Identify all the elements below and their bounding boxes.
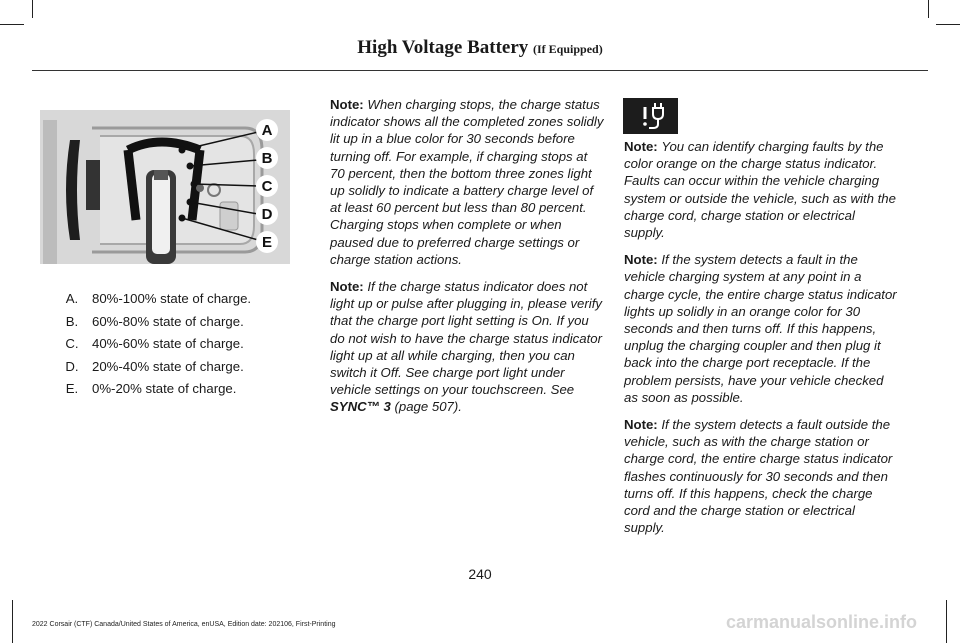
note-paragraph bbox=[330, 96, 604, 268]
note-label: Note: bbox=[624, 139, 658, 154]
page-title-subtitle: (If Equipped) bbox=[533, 42, 603, 56]
note-text: If the charge status indicator does not light up or pulse after plugging in, please verify that the charge port light setting is On. If you do not wish to have the charge status indicator light up at all while charging, then you can switch it Off. See charge port light under vehicle settings on your touchscreen. See bbox=[330, 279, 602, 398]
legend-item bbox=[52, 336, 282, 359]
legend-letter: A. bbox=[65, 291, 79, 306]
callout-e: E bbox=[261, 234, 273, 251]
callout-d: D bbox=[261, 206, 273, 223]
charge-port-illustration bbox=[40, 110, 290, 264]
edition-footer: 2022 Corsair (CTF) Canada/United States of America, enUSA, Edition date: 202106, First-Printing bbox=[32, 621, 336, 628]
sync-reference-link[interactable]: SYNC™ 3 bbox=[330, 399, 391, 415]
note-label: Note: bbox=[624, 252, 658, 268]
crop-mark bbox=[12, 600, 13, 643]
page-reference: (page 507). bbox=[394, 399, 462, 415]
legend-text: 20%-40% state of charge. bbox=[92, 358, 244, 374]
note-text: If the system detects a fault in the vehicle charging system at any point in a charge cycle, the entire charge status indicator lights up solidly in an orange color for 30 seconds and then turns off. If this happens, unplug the charging coupler and then plug it back into the charge port receptacle. If the problem persists, have your vehicle checked as soon as possible. bbox=[624, 252, 897, 405]
legend-text: 0%-20% state of charge. bbox=[92, 381, 237, 397]
crop-mark bbox=[32, 0, 33, 18]
legend-letter: D. bbox=[65, 358, 79, 374]
legend-item bbox=[52, 291, 282, 314]
legend-letter: C. bbox=[65, 336, 79, 352]
note-paragraph bbox=[624, 251, 898, 406]
note-paragraph bbox=[624, 416, 898, 536]
note-label: Note: bbox=[330, 279, 364, 295]
callout-a: A bbox=[261, 122, 273, 139]
note-label: Note: bbox=[624, 417, 658, 433]
middle-column bbox=[330, 96, 604, 426]
crop-mark bbox=[0, 24, 24, 25]
watermark: carmanualsonline.info bbox=[726, 612, 918, 632]
note-text: If the system detects a fault outside the vehicle, such as with the charge station or charge cord, the entire charge status indicator flashes continuously for 30 seconds and then turns off. If this happens, check the charge cord and the charge station or electrical supply. bbox=[624, 417, 893, 536]
note-label: Note: bbox=[330, 97, 364, 112]
callout-legend bbox=[52, 291, 282, 404]
note-paragraph bbox=[330, 278, 604, 416]
callout-c: C bbox=[261, 178, 273, 195]
page-number: 240 bbox=[468, 566, 492, 582]
page-title-main: High Voltage Battery bbox=[357, 37, 529, 58]
crop-mark bbox=[928, 0, 929, 18]
crop-mark bbox=[936, 24, 960, 25]
crop-mark bbox=[946, 600, 947, 643]
legend-item bbox=[52, 314, 282, 337]
legend-text: 60%-80% state of charge. bbox=[92, 313, 244, 329]
legend-text: 40%-60% state of charge. bbox=[92, 336, 244, 352]
note-text: You can identify charging faults by the color orange on the charge status indicator. Faults can occur within the vehicle charging system or outside the vehicle, such as with the charge cord, charge station or electrical supply. bbox=[624, 139, 896, 241]
page-title bbox=[0, 37, 960, 59]
callout-b: B bbox=[261, 150, 273, 167]
legend-item bbox=[52, 381, 282, 404]
charge-port-drawing bbox=[40, 110, 290, 264]
charging-fault-icon bbox=[623, 98, 678, 134]
note-text: When charging stops, the charge status indicator shows all the completed zones solidly lit up in a blue color for 30 seconds before turning off. For example, if charging stops at 70 percent, then the bottom three zones light up solidly to indicate a battery charge level of at least 60 percent but less than 80 percent. Charging stops when complete or when paused due to preferred charge settings or charge station actions. bbox=[330, 97, 604, 267]
legend-letter: B. bbox=[65, 313, 79, 329]
legend-item bbox=[52, 359, 282, 382]
header-divider bbox=[32, 70, 928, 71]
right-column bbox=[624, 138, 898, 546]
note-paragraph bbox=[624, 138, 898, 241]
legend-letter: E. bbox=[65, 381, 79, 397]
legend-text: 80%-100% state of charge. bbox=[92, 291, 252, 306]
